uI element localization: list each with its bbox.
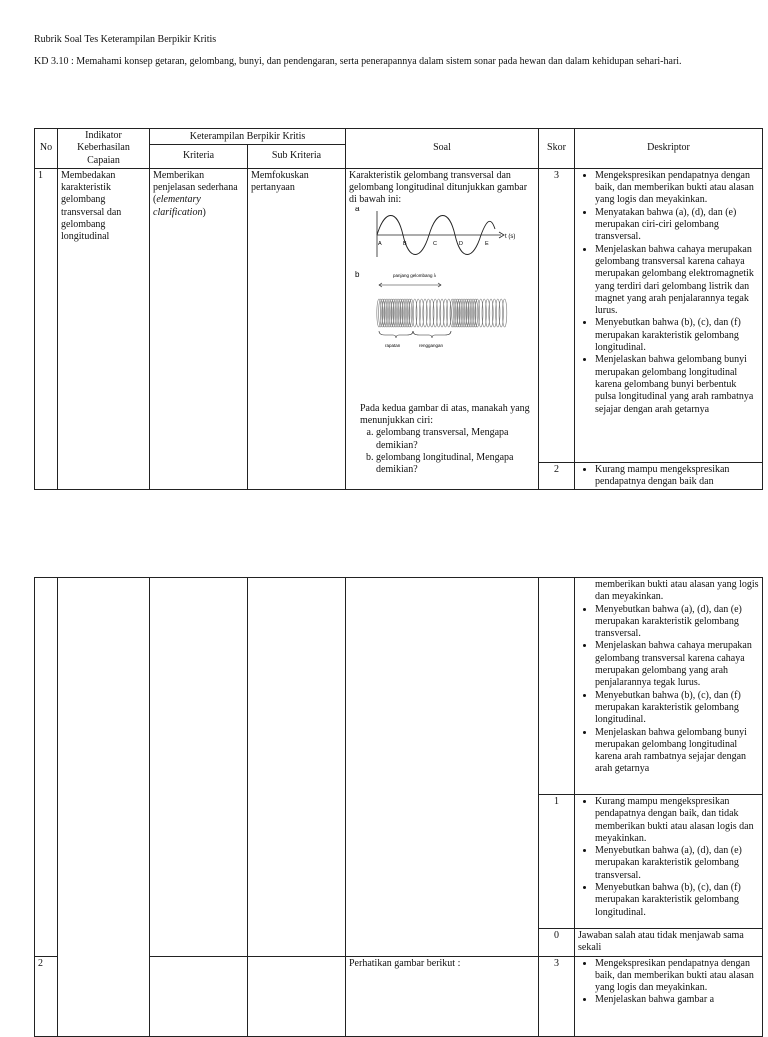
desc3-item: • Menjelaskan bahwa cahaya merupakan gelombang transversal karena cahaya merupakan gelombang elektromagnetik yang terdiri dari gelombang listrik dan magnet yang arah penjalarannya tegak lurus. bbox=[595, 244, 759, 318]
header-soal: Soal bbox=[346, 129, 539, 169]
soal-question-text: Pada kedua gambar di atas, manakah yang menunjukkan ciri: bbox=[360, 402, 530, 427]
row2-soal: Perhatikan gambar berikut : bbox=[346, 956, 539, 1036]
desc2-item: • Menjelaskan bahwa gelombang bunyi merupakan gelombang longitudinal karena arah rambatnya sejajar dengan arah getarnya bbox=[595, 727, 759, 776]
header-indikator: Indikator Keberhasilan Capaian bbox=[58, 129, 150, 169]
rubric-table-part-2 bbox=[34, 577, 763, 1037]
header-keterampilan: Keterampilan Berpikir Kritis bbox=[150, 129, 346, 145]
row2-desc3-list bbox=[578, 958, 759, 1007]
soal-options bbox=[360, 427, 535, 476]
longitudinal-spring bbox=[377, 299, 507, 327]
cont-desc-1 bbox=[575, 795, 763, 929]
cont-kriteria bbox=[150, 578, 248, 957]
wave-diagram bbox=[349, 207, 529, 397]
row2-desc3-item: • Mengekspresikan pendapatnya dengan baik, dan memberikan bukti atau alasan yang logis dan meyakinkan. bbox=[595, 958, 759, 995]
desc2-item: • Menyebutkan bahwa (a), (d), dan (e) merupakan karakteristik gelombang transversal. bbox=[595, 604, 759, 641]
fig-point-d: D bbox=[459, 240, 463, 247]
row1-skor-2: 2 bbox=[539, 462, 575, 490]
header-kriteria: Kriteria bbox=[150, 145, 248, 169]
header-sub-kriteria: Sub Kriteria bbox=[248, 145, 346, 169]
fig-point-c: C bbox=[433, 240, 437, 247]
desc3-item: • Menjelaskan bahwa gelombang bunyi merupakan gelombang longitudinal karena gelombang bunyi berbentuk pulsa longitudinal yang arah rambatnya sejajar dengan arah getarnya bbox=[595, 354, 759, 415]
soal-option-b: b. gelombang longitudinal, Mengapa demikian? bbox=[376, 452, 535, 477]
desc2-item: • Menyebutkan bahwa (b), (c), dan (f) merupakan karakteristik gelombang longitudinal. bbox=[595, 690, 759, 727]
fig-axis-t: t (s) bbox=[505, 233, 516, 240]
row2-no: 2 bbox=[35, 956, 58, 1036]
desc1-item: • Kurang mampu mengekspresikan pendapatnya dengan baik, dan tidak memberikan bukti atau alasan logis dan meyakinkan. bbox=[595, 796, 759, 845]
soal-intro: Karakteristik gelombang transversal dan gelombang longitudinal ditunjukkan gambar di bawah ini: bbox=[349, 169, 528, 206]
fig-point-e: E bbox=[485, 240, 489, 247]
desc3-item: • Mengekspresikan pendapatnya dengan baik, dan memberikan bukti atau alasan yang logis dan meyakinkan. bbox=[595, 170, 759, 207]
row1-soal bbox=[346, 168, 539, 490]
desc1-item: • Menyebutkan bahwa (b), (c), dan (f) merupakan karakteristik gelombang longitudinal. bbox=[595, 882, 759, 919]
desc2-item: • Menjelaskan bahwa cahaya merupakan gelombang transversal karena cahaya merupakan gelombang yang arah penjalarannya tegak lurus. bbox=[595, 640, 759, 689]
desc1-list bbox=[578, 796, 759, 919]
document-title: Rubrik Soal Tes Keterampilan Berpikir Kritis bbox=[34, 34, 217, 45]
fig-point-b: B bbox=[403, 240, 407, 247]
row2-sub-kriteria bbox=[248, 956, 346, 1036]
row2-desc-3 bbox=[575, 956, 763, 1036]
desc3-item: • Menyatakan bahwa (a), (d), dan (e) merupakan ciri-ciri gelombang transversal. bbox=[595, 207, 759, 244]
cont-soal bbox=[346, 578, 539, 957]
cont-no bbox=[35, 578, 58, 957]
wave-figure bbox=[349, 207, 529, 397]
cont-desc-2 bbox=[575, 578, 763, 795]
row2-kriteria bbox=[150, 956, 248, 1036]
cont-skor-0: 0 bbox=[539, 929, 575, 957]
desc3-list bbox=[578, 170, 759, 416]
spring-coil bbox=[502, 299, 506, 327]
fig-panjang: panjang gelombang λ bbox=[393, 272, 437, 278]
kd-statement: KD 3.10 : Memahami konsep getaran, gelombang, bunyi, dan pendengaran, serta penerapannya dalam sistem sonar pada hewan dan dalam kehidupan sehari-hari. bbox=[34, 56, 682, 67]
desc2-rest: memberikan bukti atau alasan yang logis dan meyakinkan. bbox=[595, 579, 759, 603]
row1-desc-2 bbox=[575, 462, 763, 490]
cont-sub-kriteria bbox=[248, 578, 346, 957]
row2-skor-3: 3 bbox=[539, 956, 575, 1036]
fig-renggangan: renggangan bbox=[419, 342, 444, 348]
cont-desc-0: Jawaban salah atau tidak menjawab sama sekali bbox=[575, 929, 763, 957]
desc1-item: • Menyebutkan bahwa (a), (d), dan (e) merupakan karakteristik gelombang transversal. bbox=[595, 845, 759, 882]
fig-rapatan: rapatan bbox=[385, 342, 401, 348]
soal-question bbox=[349, 403, 535, 477]
soal-option-a: a. gelombang transversal, Mengapa demikian? bbox=[376, 427, 535, 452]
row1-indikator: Membedakan karakteristik gelombang transversal dan gelombang longitudinal bbox=[58, 168, 150, 490]
row1-skor-3: 3 bbox=[539, 168, 575, 462]
renggangan-brace bbox=[413, 331, 451, 338]
fig-label-b: b bbox=[355, 269, 360, 279]
row1-desc-3 bbox=[575, 168, 763, 462]
row1-kriteria-em: elementary clarification bbox=[153, 194, 203, 218]
desc2-item: • Kurang mampu mengekspresikan pendapatnya dengan baik dan bbox=[595, 464, 759, 489]
rapatan-brace bbox=[379, 331, 413, 338]
cont-skor-1: 1 bbox=[539, 795, 575, 929]
fig-point-a: A bbox=[378, 240, 382, 247]
desc2-list bbox=[578, 464, 759, 489]
header-deskriptor: Deskriptor bbox=[575, 129, 763, 169]
row2-desc3-item: • Menjelaskan bahwa gambar a bbox=[595, 994, 759, 1006]
desc2-rest-list bbox=[578, 579, 759, 604]
header-no: No bbox=[35, 129, 58, 169]
cont-indikator bbox=[58, 578, 150, 1037]
desc2-cont-list bbox=[578, 604, 759, 776]
fig-label-a: a bbox=[355, 206, 360, 213]
row1-kriteria: Memberikan penjelasan sederhana (elementary clarification) bbox=[150, 168, 248, 490]
cont-skor-2 bbox=[539, 578, 575, 795]
row1-sub-kriteria: Memfokuskan pertanyaan bbox=[248, 168, 346, 490]
row1-no: 1 bbox=[35, 168, 58, 490]
desc3-item: • Menyebutkan bahwa (b), (c), dan (f) merupakan karakteristik gelombang longitudinal. bbox=[595, 317, 759, 354]
header-skor: Skor bbox=[539, 129, 575, 169]
rubric-table-part-1 bbox=[34, 128, 763, 490]
